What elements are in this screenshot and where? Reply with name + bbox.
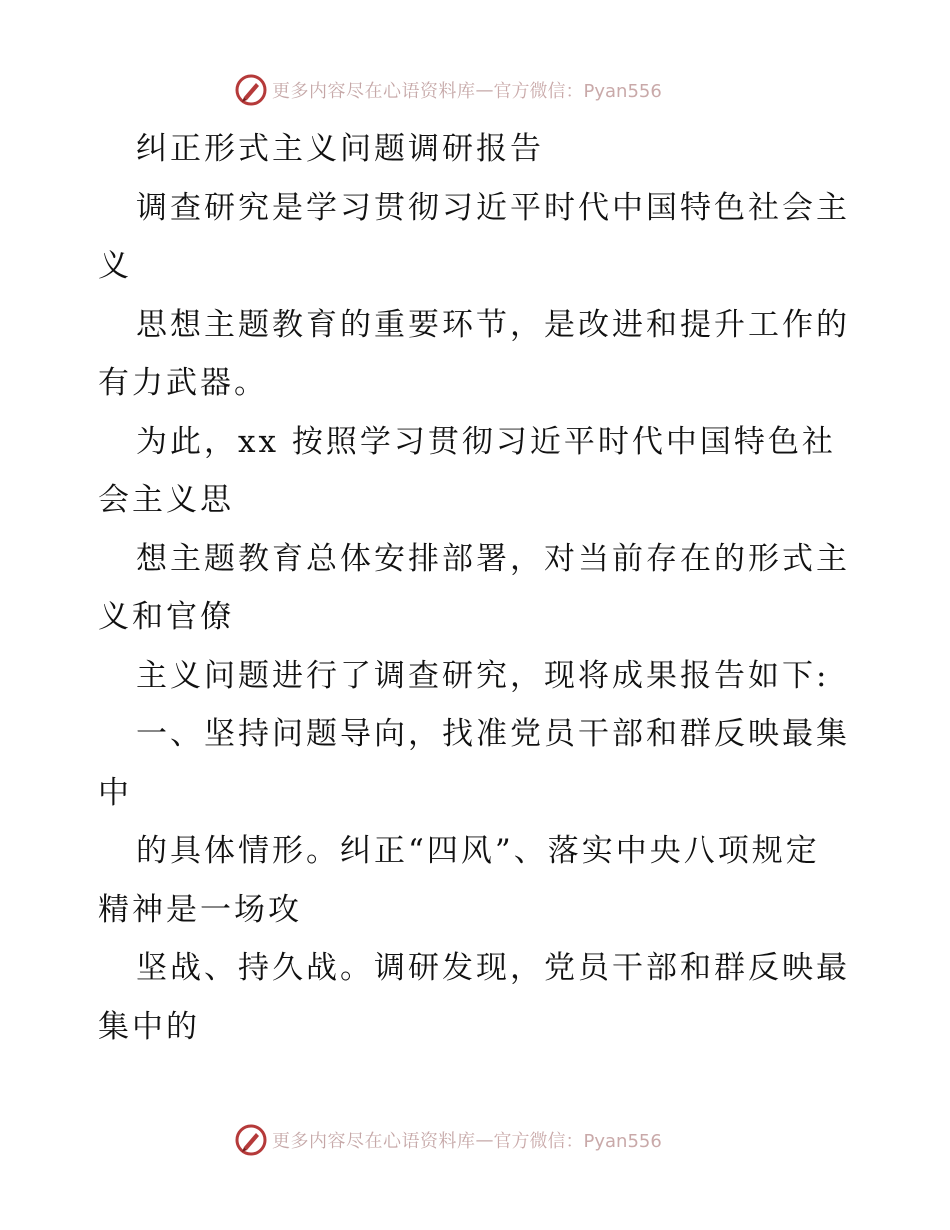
section-heading-line: 一、坚持问题导向，找准党员干部和群反映最集 [136,716,850,752]
paragraph-line: 会主义思 [98,482,234,518]
paragraph-line: 主义问题进行了调查研究，现将成果报告如下: [136,657,830,694]
paragraph-line: 坚战、持久战。调研发现，党员干部和群反映最 [136,950,850,986]
watermark-footer [234,1122,662,1158]
watermark-wechat: 官方微信：Pyan556 [493,81,662,102]
paragraph-line: 想主题教育总体安排部署，对当前存在的形式主 [136,540,850,577]
watermark-text: 更多内容尽在心语资料库 [272,1131,476,1152]
paragraph-line: 的具体情形。纠正“四风”、落实中央八项规定 [136,833,820,869]
watermark-separator: — [475,1129,494,1151]
paragraph-line: 为此，xx 按照学习贯彻习近平时代中国特色社 [136,423,836,460]
paragraph-line: 精神是一场攻 [98,891,302,928]
paragraph-line: 调查研究是学习贯彻习近平时代中国特色社会主 [136,189,850,226]
document-body [98,120,858,1056]
paragraph-line: 义和官僚 [98,599,234,635]
watermark-text: 更多内容尽在心语资料库 [272,81,476,102]
pen-logo-icon [234,1123,268,1157]
watermark-header [234,72,662,108]
paragraph-line: 义 [98,248,132,284]
paragraph-line: 集中的 [98,1008,200,1045]
paragraph-line: 中 [98,774,132,811]
paragraph-line: 有力武器。 [98,365,268,401]
watermark-wechat: 官方微信：Pyan556 [493,1131,662,1152]
watermark-separator: — [475,79,494,101]
paragraph-line: 思想主题教育的重要环节，是改进和提升工作的 [136,306,850,343]
document-title: 纠正形式主义问题调研报告 [136,131,544,167]
pen-logo-icon [234,73,268,107]
